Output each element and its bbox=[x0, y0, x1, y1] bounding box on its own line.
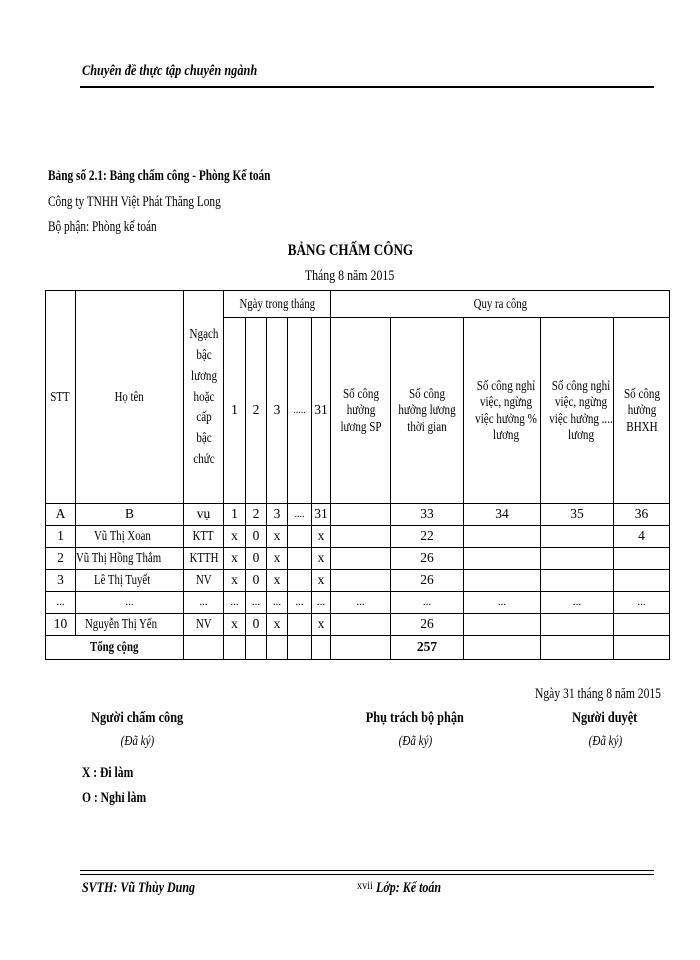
row-day-31: ... bbox=[312, 592, 331, 614]
row-name: Vũ Thị Xoan bbox=[76, 526, 184, 548]
row-col-33: 26 bbox=[391, 570, 464, 592]
row-col-35: 35 bbox=[541, 504, 614, 526]
row-col-34 bbox=[464, 526, 541, 548]
footer-rule bbox=[80, 870, 654, 871]
row-col-32: ... bbox=[331, 592, 391, 614]
signature-title: Người duyệt bbox=[572, 710, 638, 726]
row-col-33: 26 bbox=[391, 548, 464, 570]
row-day-1: x bbox=[224, 548, 246, 570]
header-row-1 bbox=[46, 291, 670, 318]
page-number: xvii bbox=[357, 878, 373, 892]
row-day-1: x bbox=[224, 526, 246, 548]
row-col-33: 33 bbox=[391, 504, 464, 526]
row-col-35 bbox=[541, 548, 614, 570]
row-day-ellipsis bbox=[288, 614, 312, 636]
row-day-ellipsis: .... bbox=[288, 504, 312, 526]
header-day-3: 3 bbox=[267, 318, 288, 504]
row-name: ... bbox=[76, 592, 184, 614]
row-col-36: ... bbox=[614, 592, 670, 614]
row-col-36 bbox=[614, 548, 670, 570]
row-col-35 bbox=[541, 570, 614, 592]
table-row bbox=[46, 526, 670, 548]
row-day-2: 0 bbox=[246, 614, 267, 636]
row-grade: KTTH bbox=[184, 548, 224, 570]
table-row bbox=[46, 592, 670, 614]
row-col-34 bbox=[464, 548, 541, 570]
header-col-34: Số công nghỉ việc, ngừng việc hưởng % lương bbox=[464, 318, 541, 504]
row-day-2: 0 bbox=[246, 570, 267, 592]
footer-rule bbox=[80, 874, 654, 875]
signature-note: (Đã ký) bbox=[120, 733, 155, 748]
row-col-33: ... bbox=[391, 592, 464, 614]
signature-block-approver bbox=[545, 710, 665, 749]
signature-block-department bbox=[330, 710, 500, 749]
table-row bbox=[46, 548, 670, 570]
row-day-1: x bbox=[224, 614, 246, 636]
row-col-32 bbox=[331, 570, 391, 592]
row-day-2: 2 bbox=[246, 504, 267, 526]
signature-block-timekeeper bbox=[40, 710, 235, 749]
legend-present: X : Đi làm bbox=[82, 765, 134, 781]
row-stt: A bbox=[46, 504, 76, 526]
footer-class: Lớp: Kế toán bbox=[376, 880, 442, 896]
footer-author: SVTH: Vũ Thùy Dung bbox=[82, 880, 196, 896]
signature-note: (Đã ký) bbox=[398, 733, 432, 748]
row-stt: 10 bbox=[46, 614, 76, 636]
table-row bbox=[46, 614, 670, 636]
row-grade: ... bbox=[184, 592, 224, 614]
table-row bbox=[46, 504, 670, 526]
row-col-33: 26 bbox=[391, 614, 464, 636]
row-col-36: 36 bbox=[614, 504, 670, 526]
table-name: Bảng chấm công - Phòng Kế toán bbox=[106, 168, 271, 184]
header-day-2: 2 bbox=[246, 318, 267, 504]
table-caption bbox=[48, 168, 270, 185]
row-name: B bbox=[76, 504, 184, 526]
header-summary-group: Quy ra công bbox=[331, 291, 670, 318]
row-day-1: 1 bbox=[224, 504, 246, 526]
row-day-31: x bbox=[312, 570, 331, 592]
legend-absent: O : Nghỉ làm bbox=[82, 790, 147, 806]
row-day-31: x bbox=[312, 548, 331, 570]
row-col-34: 34 bbox=[464, 504, 541, 526]
row-day-ellipsis: ... bbox=[288, 592, 312, 614]
sign-date: Ngày 31 tháng 8 năm 2015 bbox=[535, 686, 661, 702]
row-stt: 3 bbox=[46, 570, 76, 592]
row-day-1: ... bbox=[224, 592, 246, 614]
running-header-title: Chuyên đề thực tập chuyên ngành bbox=[82, 63, 258, 79]
row-col-36 bbox=[614, 570, 670, 592]
header-day-ellipsis: ..... bbox=[288, 318, 312, 504]
row-grade: vụ bbox=[184, 504, 224, 526]
table-row bbox=[46, 570, 670, 592]
total-label: Tổng cộng bbox=[46, 636, 184, 660]
row-day-3: x bbox=[267, 570, 288, 592]
row-day-2: 0 bbox=[246, 526, 267, 548]
sheet-title: BẢNG CHẤM CÔNG bbox=[287, 242, 413, 259]
row-stt: 1 bbox=[46, 526, 76, 548]
row-day-2: ... bbox=[246, 592, 267, 614]
row-day-31: x bbox=[312, 614, 331, 636]
row-day-3: x bbox=[267, 526, 288, 548]
row-day-3: 3 bbox=[267, 504, 288, 526]
row-day-31: x bbox=[312, 526, 331, 548]
header-days-group: Ngày trong tháng bbox=[224, 291, 331, 318]
header-col-33: Số công hưởng lương thời gian bbox=[391, 318, 464, 504]
row-grade: KTT bbox=[184, 526, 224, 548]
signature-title: Người chấm công bbox=[91, 710, 184, 726]
table-number: Bảng số 2.1: bbox=[48, 168, 107, 184]
signature-note: (Đã ký) bbox=[588, 733, 622, 748]
row-day-1: x bbox=[224, 570, 246, 592]
row-day-ellipsis bbox=[288, 526, 312, 548]
row-grade: NV bbox=[184, 570, 224, 592]
row-name: Lê Thị Tuyết bbox=[76, 570, 184, 592]
header-name: Họ tên bbox=[76, 291, 184, 504]
header-col-36: Số công hưởng BHXH bbox=[614, 318, 670, 504]
row-day-3: x bbox=[267, 548, 288, 570]
row-col-32 bbox=[331, 548, 391, 570]
company-name: Công ty TNHH Việt Phát Thăng Long bbox=[48, 194, 221, 210]
header-day-1: 1 bbox=[224, 318, 246, 504]
sheet-subtitle: Tháng 8 năm 2015 bbox=[305, 268, 395, 284]
row-name: Vũ Thị Hồng Thắm bbox=[76, 548, 184, 570]
row-stt: 2 bbox=[46, 548, 76, 570]
header-col-35: Số công nghỉ việc, ngừng việc hưởng .... lương bbox=[541, 318, 614, 504]
row-day-3: x bbox=[267, 614, 288, 636]
timesheet-table bbox=[45, 290, 670, 660]
header-day-31: 31 bbox=[312, 318, 331, 504]
signature-title: Phụ trách bộ phận bbox=[365, 710, 465, 726]
row-col-34 bbox=[464, 614, 541, 636]
row-day-ellipsis bbox=[288, 570, 312, 592]
row-col-36 bbox=[614, 614, 670, 636]
row-col-32 bbox=[331, 526, 391, 548]
row-day-31: 31 bbox=[312, 504, 331, 526]
header-rule bbox=[80, 86, 654, 88]
row-grade: NV bbox=[184, 614, 224, 636]
row-col-32 bbox=[331, 504, 391, 526]
row-name: Nguyễn Thị Yến bbox=[76, 614, 184, 636]
header-col-32: Số công hưởng lương SP bbox=[331, 318, 391, 504]
row-col-36: 4 bbox=[614, 526, 670, 548]
row-day-2: 0 bbox=[246, 548, 267, 570]
row-stt: ... bbox=[46, 592, 76, 614]
row-col-34 bbox=[464, 570, 541, 592]
row-col-35: ... bbox=[541, 592, 614, 614]
row-day-3: ... bbox=[267, 592, 288, 614]
header-grade: Ngạch bậc lương hoặc cấp bậc chức bbox=[184, 291, 224, 504]
row-col-34: ... bbox=[464, 592, 541, 614]
total-row bbox=[46, 636, 670, 660]
row-col-33: 22 bbox=[391, 526, 464, 548]
department-name: Bộ phận: Phòng kế toán bbox=[48, 219, 157, 235]
row-col-32 bbox=[331, 614, 391, 636]
total-col-33: 257 bbox=[391, 636, 464, 660]
row-day-ellipsis bbox=[288, 548, 312, 570]
row-col-35 bbox=[541, 614, 614, 636]
header-stt: STT bbox=[46, 291, 76, 504]
row-col-35 bbox=[541, 526, 614, 548]
